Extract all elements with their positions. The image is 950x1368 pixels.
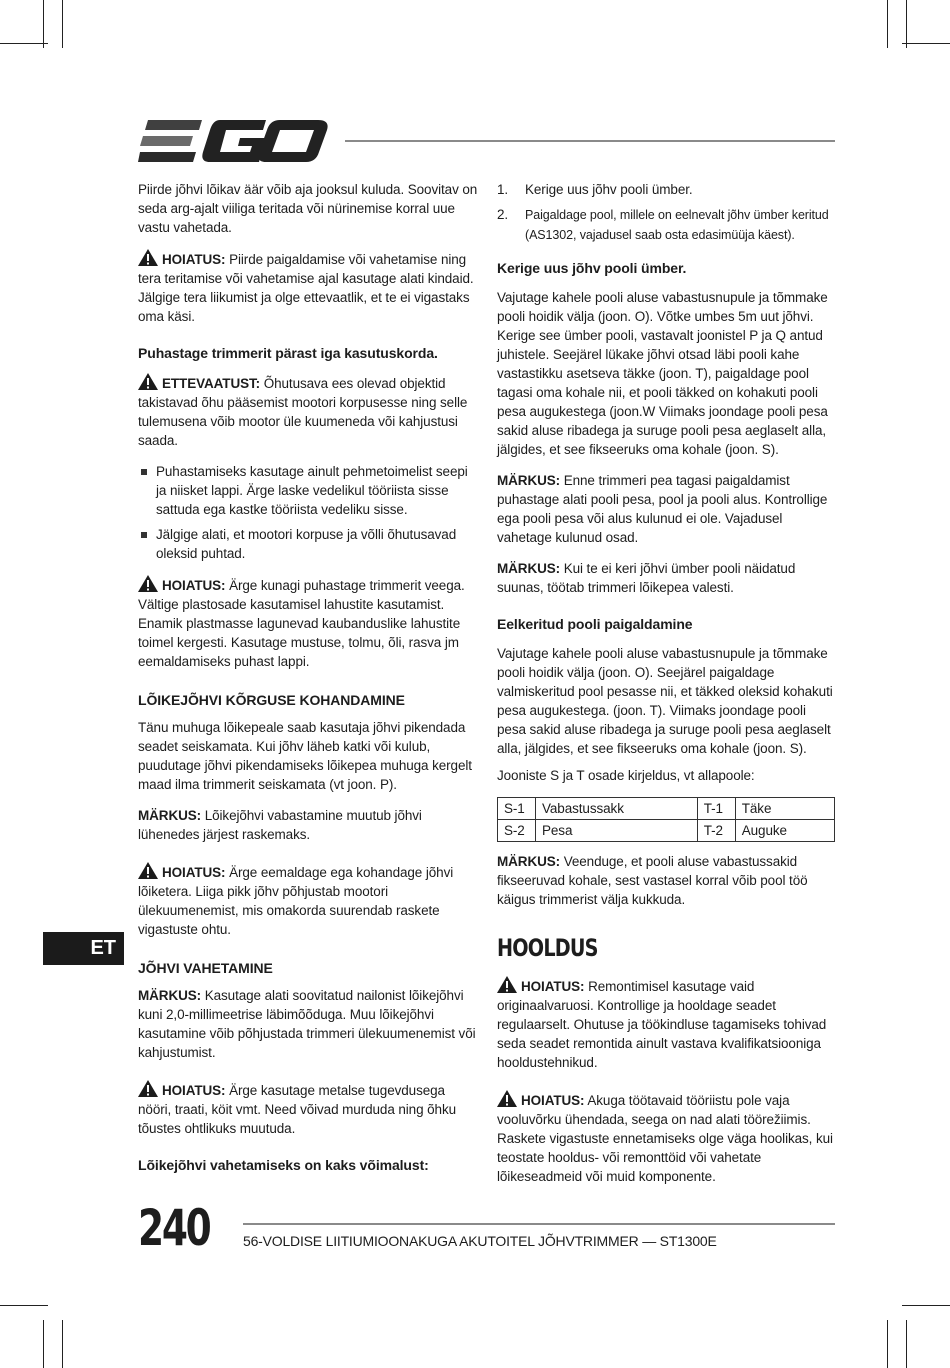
warning-label: HOIATUS: bbox=[162, 865, 226, 880]
note-text: Enne trimmeri pea tagasi paigaldamist puhastage alati pooli pesa, pool ja pooli alus. Kontrollige ega pooli pesa või alus kulunud ei ole. Vajadusel vahetage kulunud osad. bbox=[497, 473, 828, 545]
footer-rule bbox=[243, 1223, 835, 1225]
table-row bbox=[498, 820, 835, 842]
parts-table bbox=[497, 797, 835, 842]
warning-paragraph bbox=[138, 1080, 478, 1138]
note-text: Kui te ei keri jõhvi ümber pooli näidatud suunas, töötab trimmeri lõikepea valesti. bbox=[497, 561, 796, 595]
language-tab: ET bbox=[43, 932, 124, 965]
warning-icon bbox=[497, 1090, 517, 1107]
warning-icon bbox=[138, 373, 158, 390]
warning-icon bbox=[138, 1080, 158, 1097]
warning-paragraph bbox=[497, 976, 835, 1072]
intro-paragraph: Piirde jõhvi lõikav äär võib aja jooksul kuluda. Soovitav on seda arg-ajalt viiliga teritada või nürinemise korral uue vastu vahetada. bbox=[138, 182, 478, 235]
warning-icon bbox=[138, 249, 158, 266]
note-paragraph bbox=[497, 559, 835, 597]
note-paragraph bbox=[497, 852, 835, 909]
crop-mark bbox=[43, 0, 44, 48]
caution-paragraph bbox=[138, 373, 478, 450]
step-text: Kerige uus jõhv pooli ümber. bbox=[525, 182, 693, 197]
crop-mark bbox=[62, 1320, 63, 1368]
note-paragraph bbox=[138, 806, 478, 844]
list-item: Jälgige alati, et mootori korpuse ja võlli õhutusavad oleksid puhtad. bbox=[138, 525, 478, 563]
steps-list bbox=[497, 180, 835, 245]
right-column bbox=[497, 180, 835, 1198]
note-label: MÄRKUS: bbox=[497, 561, 561, 576]
crop-mark bbox=[887, 0, 888, 48]
note-label: MÄRKUS: bbox=[138, 988, 202, 1003]
prewound-heading: Eelkeritud pooli paigaldamine bbox=[497, 616, 693, 632]
crop-mark bbox=[906, 0, 907, 48]
step-number: 1. bbox=[497, 182, 509, 197]
clean-heading: Puhastage trimmerit pärast iga kasutuskorda. bbox=[138, 345, 438, 361]
note-text: Kasutage alati soovitatud nailonist lõikejõhvi kuni 2,0-millimeetrise läbimõõduga. Muu lõikejõhvi kasutamine võib põhjustada trimmeri ülekuumenemist või kahjustumist. bbox=[138, 988, 476, 1060]
page-number: 240 bbox=[138, 1199, 210, 1257]
warning-text: Ärge kunagi puhastage trimmerit veega. Vältige plastosade kasutamisel lahustite kasutamist. Enamik plastmasse lagunevad kaubanduslike lahustite toimel kergesti. Kasutage mustuse, tolmu, õli, rasva jm eemaldamiseks puhast lappi. bbox=[138, 578, 465, 669]
warning-paragraph bbox=[497, 1090, 835, 1186]
header-rule bbox=[345, 140, 835, 142]
table-cell: Täke bbox=[735, 798, 834, 820]
warning-paragraph bbox=[138, 862, 478, 939]
note-label: MÄRKUS: bbox=[497, 854, 561, 869]
crop-mark bbox=[0, 43, 48, 44]
crop-mark bbox=[43, 1320, 44, 1368]
list-item: Puhastamiseks kasutage ainult pehmetoimelist seepi ja niisket lappi. Ärge laske vedelikul tööriista sisse sattuda ega kastke tööriista vedeliku sisse. bbox=[138, 462, 478, 519]
table-cell: T-2 bbox=[697, 820, 735, 842]
table-cell: Pesa bbox=[536, 820, 698, 842]
warning-paragraph bbox=[138, 249, 478, 326]
left-column bbox=[138, 180, 478, 1185]
warning-label: HOIATUS: bbox=[162, 578, 226, 593]
warning-icon bbox=[497, 976, 517, 993]
note-paragraph bbox=[138, 986, 478, 1062]
wind-heading: Kerige uus jõhv pooli ümber. bbox=[497, 260, 687, 276]
two-ways-heading: Lõikejõhvi vahetamiseks on kaks võimalust: bbox=[138, 1157, 429, 1173]
height-heading: LÕIKEJÕHVI KÕRGUSE KOHANDAMINE bbox=[138, 692, 405, 708]
footer-title: 56-VOLDISE LIITIUMIOONAKUGA AKUTOITEL JÕHVTRIMMER — ST1300E bbox=[243, 1233, 717, 1249]
crop-mark bbox=[0, 1305, 48, 1306]
warning-paragraph bbox=[138, 575, 478, 671]
table-cell: S-2 bbox=[498, 820, 536, 842]
warning-label: HOIATUS: bbox=[521, 1093, 585, 1108]
warning-label: HOIATUS: bbox=[521, 979, 585, 994]
note-label: MÄRKUS: bbox=[497, 473, 561, 488]
caution-label: ETTEVAATUST: bbox=[162, 376, 261, 391]
note-text: Veenduge, et pooli aluse vabastussakid fikseeruvad kohale, sest vastasel korral võib pool töö käigus trimmerist välja kukkuda. bbox=[497, 854, 808, 907]
crop-mark bbox=[902, 1305, 950, 1306]
crop-mark bbox=[887, 1320, 888, 1368]
crop-mark bbox=[906, 1320, 907, 1368]
height-paragraph: Tänu muhuga lõikepeale saab kasutaja jõhvi pikendada seadet seiskamata. Kui jõhv läheb katki või kulub, puudutage jõhvi pikendamiseks lõikepea muhuga kergelt maad ilma trimmerit seiskamata (vt joon. P). bbox=[138, 720, 472, 792]
warning-icon bbox=[138, 575, 158, 592]
table-cell: Vabastussakk bbox=[536, 798, 698, 820]
table-cell: T-1 bbox=[697, 798, 735, 820]
warning-text: Remontimisel kasutage vaid originaalvaruosi. Kontrollige ja hooldage seadet regulaarselt. Ohutuse ja töökindluse tagamiseks tohivad seda seadet remontida ainult vastava kvalifikatsiooniga hooldustehnikud. bbox=[497, 979, 827, 1070]
caution-text: Õhutusava ees olevad objektid takistavad õhu pääsemist mootori korpusesse ning selle tulemusena võib mootor üle kuumeneda või kahjustusi saada. bbox=[138, 376, 468, 448]
crop-mark bbox=[62, 0, 63, 48]
step-text: Paigaldage pool, millele on eelnevalt jõhv ümber keritud (AS1302, vajadusel saab osta edasimüüja käest). bbox=[525, 208, 829, 242]
cleaning-list bbox=[138, 462, 478, 563]
table-cell: Auguke bbox=[735, 820, 834, 842]
replace-heading: JÕHVI VAHETAMINE bbox=[138, 960, 273, 976]
wind-paragraph: Vajutage kahele pooli aluse vabastusnupule ja tõmmake pooli hoidik välja (joon. O). Võtke umbes 5m uut jõhvi. Kerige see ümber pooli, vastavalt joonistel P ja Q antud juhistele. Seejärel lükake jõhvi otsad läbi pooli kahe vastastikku asetseva täkke (joon. T), paigaldage pool tagasi oma kohale nii, et pooli täkked on kohakuti pooli pesa augukestega (joon.W Viimaks joondage pooli pesa sakid aluse ribadega ja suruge pooli pesa aeglaselt alla, jälgides, et see fikseeruks oma kohale (joon. S). bbox=[497, 290, 828, 457]
ego-logo bbox=[138, 118, 328, 164]
table-cell: S-1 bbox=[498, 798, 536, 820]
note-paragraph bbox=[497, 471, 835, 547]
crop-mark bbox=[902, 43, 950, 44]
warning-text: Akuga töötavaid tööriistu pole vaja vooluvõrku ühendada, seega on nad alati töörežiimis. Raskete vigastuste ennetamiseks olge väga hoolikas, kui teostate hooldus- või remonttöid või vahetate lõikeseadmeid või muid komponente. bbox=[497, 1093, 833, 1184]
note-label: MÄRKUS: bbox=[138, 808, 202, 823]
step-number: 2. bbox=[497, 207, 509, 222]
warning-icon bbox=[138, 862, 158, 879]
warning-text: Ärge eemaldage ega kohandage jõhvi lõiketera. Liiga pikk jõhv põhjustab mootori ülekuumenemist, mis omakorda suurendab raskete vigastuste ohtu. bbox=[138, 865, 454, 937]
list-item bbox=[497, 205, 835, 245]
warning-label: HOIATUS: bbox=[162, 252, 226, 267]
maintenance-heading: HOOLDUS bbox=[497, 934, 598, 962]
list-item bbox=[497, 180, 835, 199]
warning-text: Piirde paigaldamise või vahetamise ning tera teritamise või vahetamise ajal kasutage alati kindaid. Jälgige tera liikumist ja olge ettevaatlik, et te ei vigastaks oma käsi. bbox=[138, 252, 474, 324]
table-intro: Jooniste S ja T osade kirjeldus, vt allapoole: bbox=[497, 768, 755, 783]
prewound-paragraph: Vajutage kahele pooli aluse vabastusnupule ja tõmmake pooli hoidik välja (joon. O). Seejärel paigaldage valmiskeritud pool pesasse nii, et täkked oleksid kohakuti pesa augukestega. (joon. T). Viimaks joondage pooli pesa sakid aluse ribadega ja suruge pooli pesa aeglaselt alla, jälgides, et see fikseeruks oma kohale (joon. S). bbox=[497, 646, 833, 756]
warning-label: HOIATUS: bbox=[162, 1083, 226, 1098]
table-row bbox=[498, 798, 835, 820]
warning-text: Ärge kasutage metalse tugevdusega nööri, traati, köit vmt. Need võivad murduda ning õhku tõustes ohtlikuks muutuda. bbox=[138, 1083, 457, 1136]
note-text: Lõikejõhvi vabastamine muutub jõhvi lühenedes järjest raskemaks. bbox=[138, 808, 422, 842]
